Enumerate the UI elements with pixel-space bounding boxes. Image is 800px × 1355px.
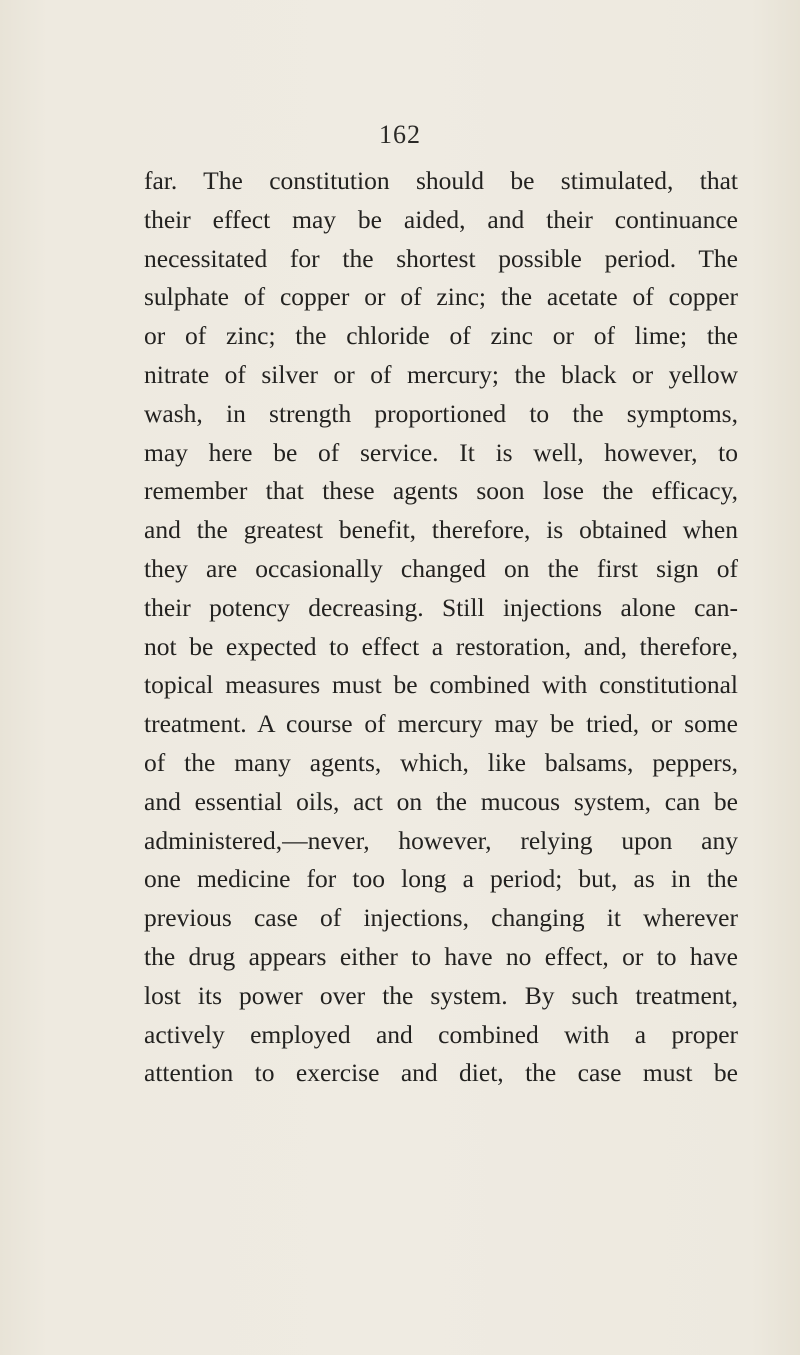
text-line: their potency decreasing. Still injections alone can- bbox=[144, 592, 738, 622]
text-line: remember that these agents soon lose the efficacy, bbox=[144, 476, 738, 506]
text-line: treatment. A course of mercury may be tried, or some bbox=[144, 709, 738, 739]
body-text bbox=[144, 162, 738, 1093]
text-line: not be expected to effect a restoration, and, therefore, bbox=[144, 631, 738, 661]
text-line: actively employed and combined with a proper bbox=[144, 1019, 738, 1049]
text-line: attention to exercise and diet, the case must be bbox=[144, 1058, 738, 1088]
text-line: their effect may be aided, and their continuance bbox=[144, 204, 738, 234]
text-line: and essential oils, act on the mucous system, can be bbox=[144, 786, 738, 816]
text-line: may here be of service. It is well, however, to bbox=[144, 437, 738, 467]
text-line: wash, in strength proportioned to the symptoms, bbox=[144, 398, 738, 428]
text-line: administered,—never, however, relying upon any bbox=[144, 825, 738, 855]
text-line: or of zinc; the chloride of zinc or of lime; the bbox=[144, 321, 738, 351]
text-line: necessitated for the shortest possible period. The bbox=[144, 243, 738, 273]
text-line: topical measures must be combined with constitutional bbox=[144, 670, 738, 700]
text-line: and the greatest benefit, therefore, is obtained when bbox=[144, 515, 738, 545]
text-line: sulphate of copper or of zinc; the acetate of copper bbox=[144, 282, 738, 312]
text-line: one medicine for too long a period; but, as in the bbox=[144, 864, 738, 894]
text-line: far. The constitution should be stimulated, that bbox=[144, 166, 738, 195]
text-line: they are occasionally changed on the first sign of bbox=[144, 553, 738, 583]
page-number: 162 bbox=[379, 120, 421, 149]
text-line: the drug appears either to have no effect, or to have bbox=[144, 941, 738, 971]
text-line: nitrate of silver or of mercury; the black or yellow bbox=[144, 359, 738, 389]
text-line: lost its power over the system. By such treatment, bbox=[144, 980, 738, 1010]
text-line: previous case of injections, changing it wherever bbox=[144, 903, 738, 933]
text-line: of the many agents, which, like balsams, peppers, bbox=[144, 747, 738, 777]
